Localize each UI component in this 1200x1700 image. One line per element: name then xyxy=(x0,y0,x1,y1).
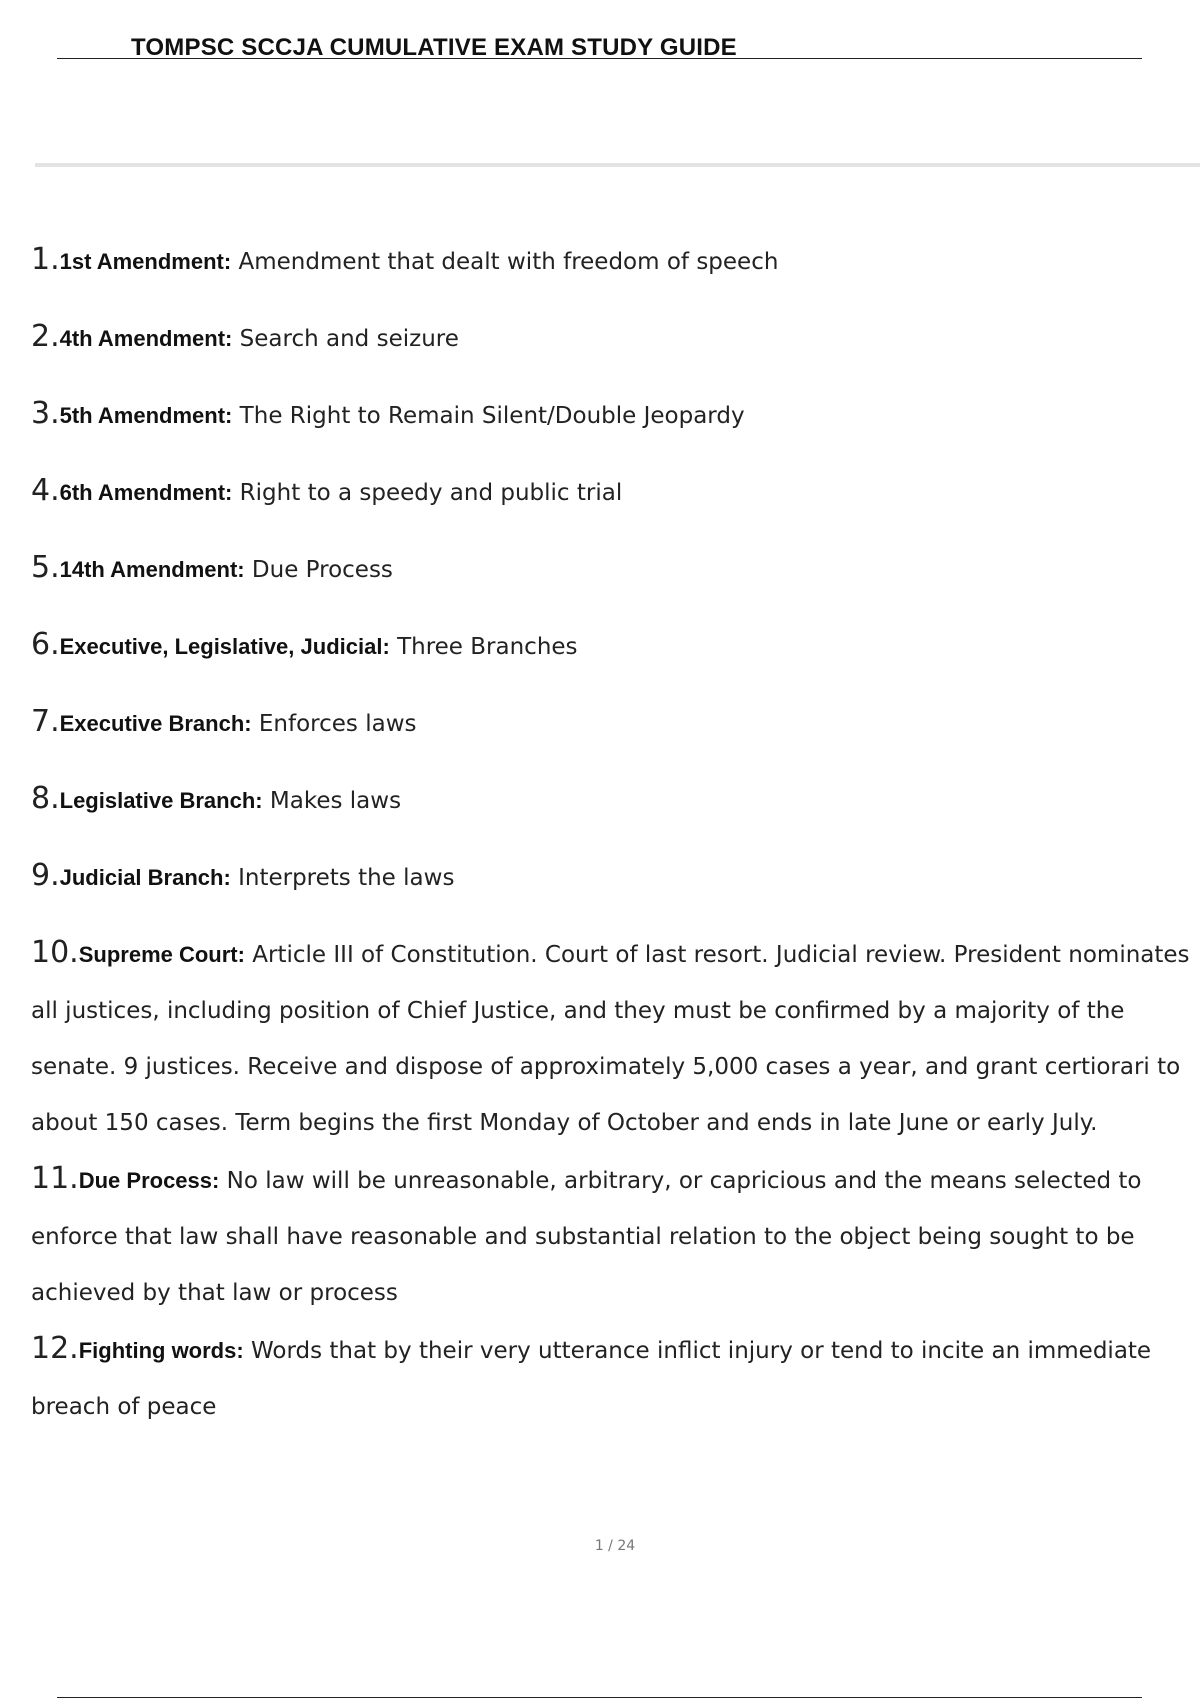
item-term: 6th Amendment: xyxy=(59,480,233,505)
item-term: Executive, Legislative, Judicial: xyxy=(59,634,390,659)
item-term: Supreme Court: xyxy=(78,942,245,967)
item-definition: Words that by their very utterance inflict injury or tend to incite an immediate breach of peace xyxy=(31,1338,1152,1420)
item-definition: Article III of Constitution. Court of last resort. Judicial review. President nominates all justices, including position of Chief Justice, and they must be confirmed by a majority of the senate. 9 justices. Receive and dispose of approximately 5,000 cases a year, and grant certiorari to about 150 cases. Term begins the first Monday of October and ends in late June or early July. xyxy=(31,942,1190,1136)
item-definition: The Right to Remain Silent/Double Jeopardy xyxy=(232,403,745,429)
header-divider xyxy=(35,163,1200,167)
item-number: 12. xyxy=(31,1331,79,1366)
list-item xyxy=(31,540,1191,598)
item-number: 7. xyxy=(31,704,60,739)
list-item xyxy=(31,232,1191,290)
list-item xyxy=(31,925,1191,1151)
item-number: 4. xyxy=(31,473,60,508)
item-term: Executive Branch: xyxy=(59,711,252,736)
list-item xyxy=(31,771,1191,829)
item-definition: No law will be unreasonable, arbitrary, or capricious and the means selected to enforce that law shall have reasonable and substantial relation to the object being sought to be achieved by that law or process xyxy=(31,1168,1142,1306)
item-number: 2. xyxy=(31,319,60,354)
study-guide-list xyxy=(31,232,1191,1435)
document-title: TOMPSC SCCJA CUMULATIVE EXAM STUDY GUIDE xyxy=(131,34,737,61)
item-term: 5th Amendment: xyxy=(59,403,233,428)
item-term: 1st Amendment: xyxy=(59,249,232,274)
item-number: 8. xyxy=(31,781,60,816)
item-term: 14th Amendment: xyxy=(59,557,245,582)
item-definition: Interprets the laws xyxy=(230,865,455,891)
list-item xyxy=(31,463,1191,521)
list-item xyxy=(31,848,1191,906)
item-number: 3. xyxy=(31,396,60,431)
item-definition: Search and seizure xyxy=(232,326,459,352)
item-number: 10. xyxy=(31,935,79,970)
item-definition: Amendment that dealt with freedom of speech xyxy=(231,249,779,275)
item-term: Judicial Branch: xyxy=(59,865,231,890)
list-item xyxy=(31,617,1191,675)
document-header xyxy=(57,28,1142,59)
list-item xyxy=(31,309,1191,367)
item-definition: Makes laws xyxy=(262,788,402,814)
item-number: 1. xyxy=(31,242,60,277)
item-definition: Right to a speedy and public trial xyxy=(232,480,623,506)
item-term: Fighting words: xyxy=(78,1338,244,1363)
item-number: 11. xyxy=(31,1161,79,1196)
list-item xyxy=(31,1321,1191,1435)
footer-divider xyxy=(57,1697,1142,1698)
item-term: 4th Amendment: xyxy=(59,326,233,351)
item-number: 6. xyxy=(31,627,60,662)
item-definition: Enforces laws xyxy=(251,711,417,737)
list-item xyxy=(31,386,1191,444)
item-term: Due Process: xyxy=(78,1168,220,1193)
list-item xyxy=(31,1151,1191,1321)
item-number: 5. xyxy=(31,550,60,585)
item-definition: Due Process xyxy=(244,557,393,583)
list-item xyxy=(31,694,1191,752)
item-number: 9. xyxy=(31,858,60,893)
item-term: Legislative Branch: xyxy=(59,788,263,813)
page-indicator: 1 / 24 xyxy=(594,1538,636,1554)
item-definition: Three Branches xyxy=(389,634,578,660)
